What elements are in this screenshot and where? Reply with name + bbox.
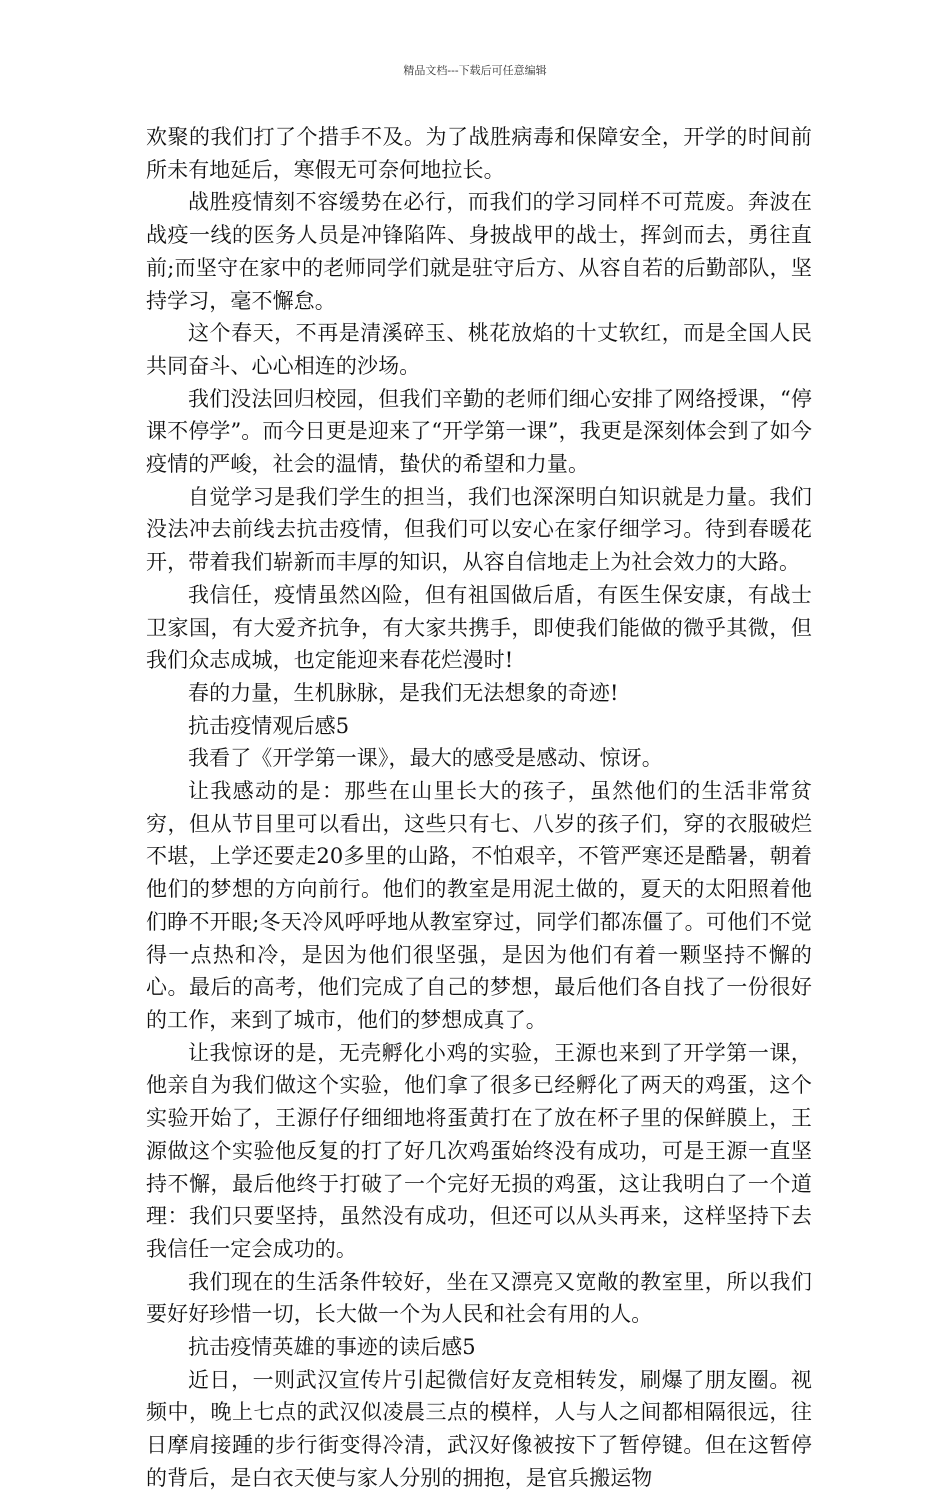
paragraph: 我信任，疫情虽然凶险，但有祖国做后盾，有医生保安康，有战士卫家国，有大爱齐抗争，有大家共携手，即使我们能做的微乎其微，但我们众志成城，也定能迎来春花烂漫时! <box>146 582 812 673</box>
paragraph: 这个春天，不再是清溪碎玉、桃花放焰的十丈软红，而是全国人民共同奋斗、心心相连的沙场。 <box>146 321 812 378</box>
paragraph: 我们没法回归校园，但我们辛勤的老师们细心安排了网络授课，“停课不停学”。而今日更是迎来了“开学第一课”，我更是深刻体会到了如今疫情的严峻，社会的温情，蛰伏的希望和力量。 <box>146 386 812 477</box>
paragraph: 让我感动的是：那些在山里长大的孩子，虽然他们的生活非常贫穷，但从节目里可以看出，这些只有七、八岁的孩子们，穿的衣服破烂不堪，上学还要走20多里的山路，不怕艰辛，不管严寒还是酷暑，朝着他们的梦想的方向前行。他们的教室是用泥土做的，夏天的太阳照着他们睁不开眼;冬天冷风呼呼地从教室穿过，同学们都冻僵了。可他们不觉得一点热和冷，是因为他们很坚强，是因为他们有着一颗坚持不懈的心。最后的高考，他们完成了自己的梦想，最后他们各自找了一份很好的工作，来到了城市，他们的梦想成真了。 <box>146 779 812 1032</box>
paragraph: 春的力量，生机脉脉，是我们无法想象的奇迹! <box>188 680 619 705</box>
page-header: 精品文档---下载后可任意编辑 <box>403 64 547 77</box>
paragraph: 让我惊讶的是，无壳孵化小鸡的实验，王源也来到了开学第一课，他亲自为我们做这个实验，他们拿了很多已经孵化了两天的鸡蛋，这个实验开始了，王源仔仔细细地将蛋黄打在了放在杯子里的保鲜膜上，王源做这个实验他反复的打了好几次鸡蛋始终没有成功，可是王源一直坚持不懈，最后他终于打破了一个完好无损的鸡蛋，这让我明白了一个道理：我们只要坚持，虽然没有成功，但还可以从头再来，这样坚持下去我信任一定会成功的。 <box>146 1040 812 1261</box>
section-heading: 抗击疫情观后感5 <box>188 713 350 738</box>
paragraph: 我们现在的生活条件较好，坐在又漂亮又宽敞的教室里，所以我们要好好珍惜一切，长大做一个为人民和社会有用的人。 <box>146 1269 812 1327</box>
section-heading: 抗击疫情英雄的事迹的读后感5 <box>188 1335 476 1360</box>
paragraph: 战胜疫情刻不容缓势在必行，而我们的学习同样不可荒废。奔波在战疫一线的医务人员是冲锋陷阵、身披战甲的战士，挥剑而去，勇往直前;而坚守在家中的老师同学们就是驻守后方、从容自若的后勤部队，坚持学习，毫不懈怠。 <box>146 190 812 313</box>
paragraph: 自觉学习是我们学生的担当，我们也深深明白知识就是力量。我们没法冲去前线去抗击疫情，但我们可以安心在家仔细学习。待到春暖花开，带着我们崭新而丰厚的知识，从容自信地走上为社会效力的大路。 <box>146 484 812 575</box>
paragraph: 欢聚的我们打了个措手不及。为了战胜病毒和保障安全，开学的时间前所未有地延后，寒假无可奈何地拉长。 <box>146 125 812 182</box>
paragraph: 近日，一则武汉宣传片引起微信好友竞相转发，刷爆了朋友圈。视频中，晚上七点的武汉似凌晨三点的模样，人与人之间都相隔很远，往日摩肩接踵的步行街变得冷清，武汉好像被按下了暂停键。但在这暂停的背后，是白衣天使与家人分别的拥抱，是官兵搬运物 <box>146 1367 812 1490</box>
document-body <box>146 121 812 1495</box>
paragraph: 我看了《开学第一课》，最大的感受是感动、惊讶。 <box>188 746 663 771</box>
